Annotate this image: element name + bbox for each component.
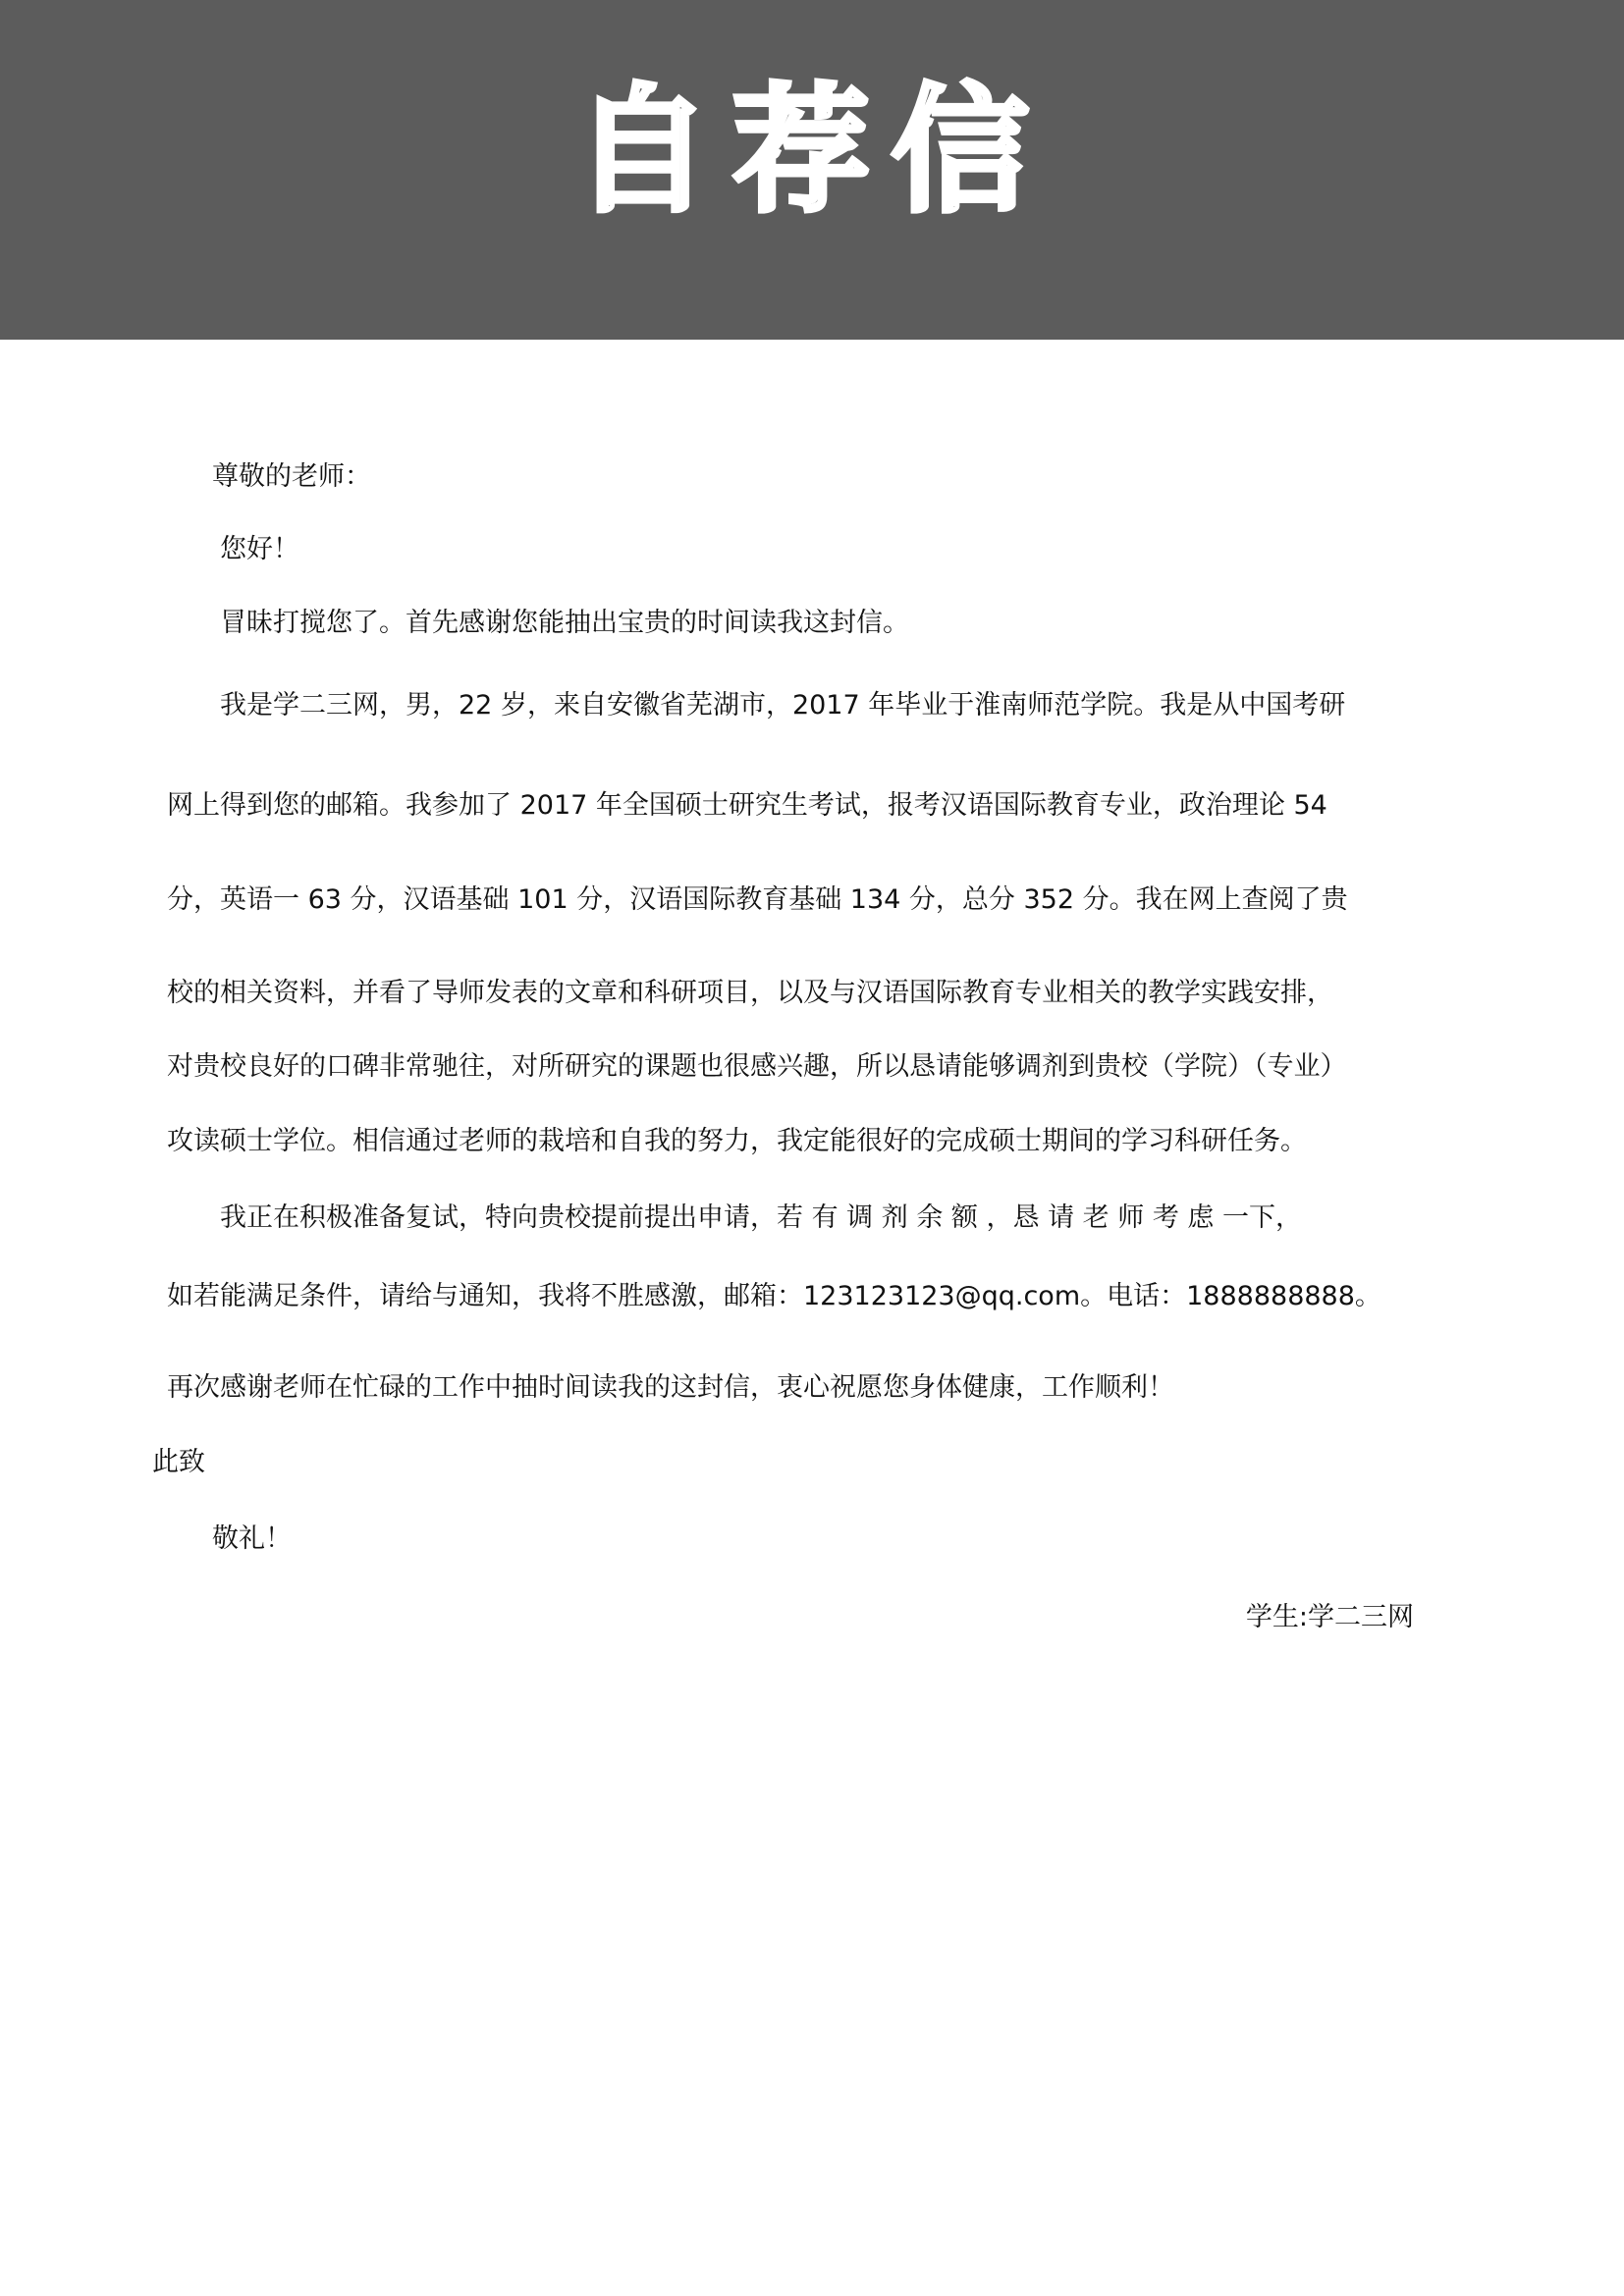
opening-line: 冒昧打搅您了。首先感谢您能抽出宝贵的时间读我这封信。 xyxy=(220,608,909,638)
paragraph-2-line-2: 如若能满足条件，请给与通知，我将不胜感激，邮箱：123123123@qq.com。电话：1888888888。 xyxy=(167,1281,1381,1311)
closing-jingli: 敬礼！ xyxy=(212,1523,292,1554)
paragraph-1-line-1: 我是学二三网，男，22 岁，来自安徽省芜湖市，2017 年毕业于淮南师范学院。我是从中国考研 xyxy=(220,690,1346,721)
thanks-line: 再次感谢老师在忙碌的工作中抽时间读我的这封信，衷心祝愿您身体健康，工作顺利！ xyxy=(167,1372,1174,1403)
header-band xyxy=(0,0,1624,340)
closing-cizhi: 此致 xyxy=(152,1447,205,1477)
signature: 学生:学二三网 xyxy=(1245,1602,1414,1632)
document-title: 自荐信 xyxy=(572,72,1051,232)
paragraph-1-line-6: 攻读硕士学位。相信通过老师的栽培和自我的努力，我定能很好的完成硕士期间的学习科研任务。 xyxy=(167,1126,1307,1156)
paragraph-2-line-1: 我正在积极准备复试，特向贵校提前提出申请，若 有 调 剂 余 额 ，恳 请 老 师 考 虑 一下， xyxy=(220,1202,1302,1233)
salutation: 尊敬的老师： xyxy=(212,461,371,492)
paragraph-1-line-5: 对贵校良好的口碑非常驰往，对所研究的课题也很感兴趣，所以恳请能够调剂到贵校（学院）（专业） xyxy=(167,1051,1347,1082)
paragraph-1-line-4: 校的相关资料，并看了导师发表的文章和科研项目，以及与汉语国际教育专业相关的教学实践安排， xyxy=(167,978,1333,1008)
greeting: 您好！ xyxy=(220,534,299,564)
paragraph-1-line-3: 分，英语一 63 分，汉语基础 101 分，汉语国际教育基础 134 分，总分 352 分。我在网上查阅了贵 xyxy=(167,884,1348,915)
paragraph-1-line-2: 网上得到您的邮箱。我参加了 2017 年全国硕士研究生考试，报考汉语国际教育专业，政治理论 54 xyxy=(167,790,1327,821)
